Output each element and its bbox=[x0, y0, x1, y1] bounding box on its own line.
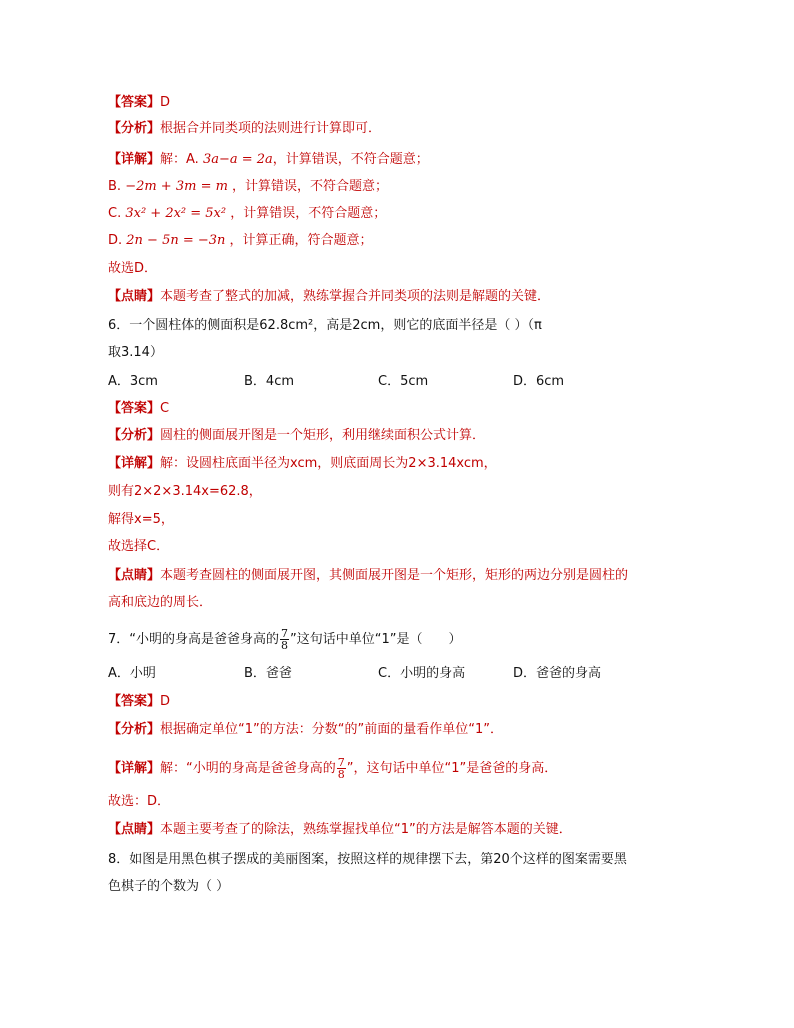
q7-answer-line bbox=[108, 693, 170, 711]
q6-comment-line2: 高和底边的周长． bbox=[108, 595, 213, 610]
q7-stem-line bbox=[108, 628, 462, 651]
q5-detail-intro: 解：A. bbox=[160, 152, 203, 167]
q6-answer: C bbox=[160, 401, 170, 416]
q5-d-text: ，计算正确，符合题意； bbox=[225, 233, 373, 248]
q6-option-c: C．5cm bbox=[378, 374, 429, 389]
q7-detail-frac-den: 8 bbox=[337, 768, 345, 781]
answer-tag: 【答案】 bbox=[108, 694, 161, 709]
q7-stem-suffix: ”这句话中单位“1”是（ ） bbox=[290, 632, 462, 647]
q7-detail-frac-num: 7 bbox=[337, 756, 345, 769]
q6-option-b: B．4cm bbox=[244, 374, 295, 389]
answer-tag: 【答案】 bbox=[108, 95, 161, 110]
q7-detail-fraction bbox=[337, 757, 346, 780]
q6-detail: 解：设圆柱底面半径为xcm，则底面周长为2×3.14xcm， bbox=[160, 456, 497, 471]
q5-b-expr: −2m + 3m = m bbox=[125, 179, 228, 194]
q5-analysis-line bbox=[108, 120, 381, 138]
q6-comment-line1: 本题考查圆柱的侧面展开图，其侧面展开图是一个矩形，矩形的两边分别是圆柱的 bbox=[160, 568, 629, 583]
q7-option-d: D．爸爸的身高 bbox=[513, 666, 602, 681]
q7-option-a: A．小明 bbox=[108, 666, 156, 681]
q6-detail-line bbox=[108, 455, 497, 473]
comment-tag: 【点睛】 bbox=[108, 568, 161, 583]
q7-answer: D bbox=[160, 694, 171, 709]
q7-analysis: 根据确定单位“1”的方法：分数“的”前面的量看作单位“1”． bbox=[160, 722, 503, 737]
q7-detail-prefix: 解：“小明的身高是爸爸身高的 bbox=[160, 761, 336, 776]
q5-b-text: ，计算错误，不符合题意； bbox=[227, 179, 389, 194]
q5-a-expr: 3a−a = 2a bbox=[202, 152, 273, 167]
analysis-tag: 【分析】 bbox=[108, 428, 161, 443]
q5-c-text: ，计算错误，不符合题意； bbox=[226, 206, 387, 221]
q7-comment: 本题主要考查了的除法，熟练掌握找单位“1”的方法是解答本题的关键． bbox=[160, 822, 572, 837]
q5-c-expr: 3x² + 2x² = 5x² bbox=[125, 206, 227, 221]
q8-stem-line2: 色棋子的个数为（ ） bbox=[108, 879, 230, 894]
q8-stem-line1: 8．如图是用黑色棋子摆成的美丽图案，按照这样的规律摆下去，第20个这样的图案需要黑 bbox=[108, 852, 627, 867]
q5-analysis: 根据合并同类项的法则进行计算即可． bbox=[160, 121, 382, 136]
q5-answer-line bbox=[108, 94, 170, 112]
analysis-tag: 【分析】 bbox=[108, 722, 161, 737]
q5-comment: 本题考查了整式的加减，熟练掌握合并同类项的法则是解题的关键． bbox=[160, 289, 551, 304]
detail-tag: 【详解】 bbox=[108, 152, 161, 167]
q7-option-c: C．小明的身高 bbox=[378, 666, 466, 681]
q5-a-text: ，计算错误，不符合题意； bbox=[272, 152, 429, 167]
q5-c-label: C. bbox=[108, 206, 126, 221]
q7-detail-line bbox=[108, 757, 557, 780]
q5-d-label: D. bbox=[108, 233, 127, 248]
q5-b-label: B. bbox=[108, 179, 126, 194]
q5-d-line bbox=[108, 232, 373, 250]
q6-choose: 故选择C． bbox=[108, 539, 170, 554]
q5-b-line bbox=[108, 178, 388, 196]
q5-d-expr: 2n − 5n = −3n bbox=[126, 233, 226, 248]
q6-step2: 解得x=5， bbox=[108, 512, 174, 527]
q7-stem-prefix: 7．“小明的身高是爸爸身高的 bbox=[108, 632, 280, 647]
q7-fraction bbox=[280, 628, 289, 651]
q6-option-d: D．6cm bbox=[513, 374, 565, 389]
q7-frac-num: 7 bbox=[281, 627, 289, 640]
q6-stem-line2: 取3.14） bbox=[108, 345, 163, 360]
detail-tag: 【详解】 bbox=[108, 761, 161, 776]
q6-answer-line bbox=[108, 400, 169, 418]
comment-tag: 【点睛】 bbox=[108, 822, 161, 837]
q7-comment-line bbox=[108, 821, 572, 839]
detail-tag: 【详解】 bbox=[108, 456, 161, 471]
analysis-tag: 【分析】 bbox=[108, 121, 161, 136]
q6-comment-line bbox=[108, 567, 628, 585]
q7-detail-suffix: ”，这句话中单位“1”是爸爸的身高． bbox=[346, 761, 558, 776]
q6-step1: 则有2×2×3.14x=62.8， bbox=[108, 484, 262, 499]
q5-choose: 故选D． bbox=[108, 261, 158, 276]
q7-analysis-line bbox=[108, 721, 503, 739]
q5-comment-line bbox=[108, 288, 550, 306]
q5-detail-line bbox=[108, 151, 429, 169]
q7-option-b: B．爸爸 bbox=[244, 666, 292, 681]
answer-tag: 【答案】 bbox=[108, 401, 161, 416]
q6-analysis-line bbox=[108, 427, 485, 445]
q7-choose: 故选：D． bbox=[108, 794, 171, 809]
q5-answer: D bbox=[160, 95, 171, 110]
q6-analysis: 圆柱的侧面展开图是一个矩形，利用继续面积公式计算． bbox=[160, 428, 486, 443]
q6-stem-line1: 6．一个圆柱体的侧面积是62.8cm²，高是2cm，则它的底面半径是（ ）（π bbox=[108, 318, 542, 333]
comment-tag: 【点睛】 bbox=[108, 289, 161, 304]
q5-c-line bbox=[108, 205, 386, 223]
q7-frac-den: 8 bbox=[281, 639, 289, 652]
q6-option-a: A．3cm bbox=[108, 374, 158, 389]
